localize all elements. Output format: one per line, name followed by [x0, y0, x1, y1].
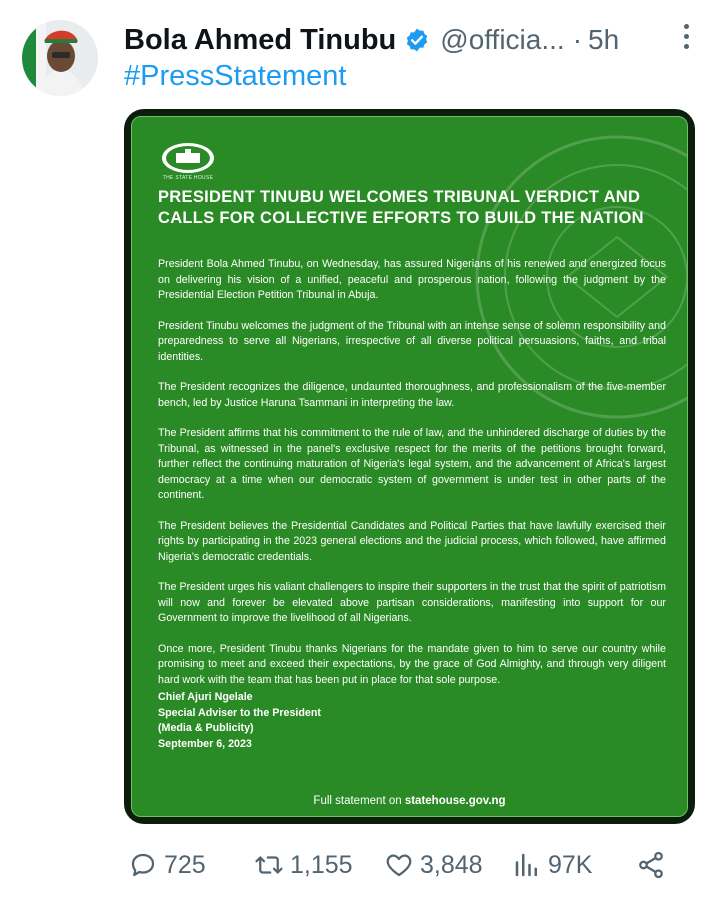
- statement-paragraph: President Bola Ahmed Tinubu, on Wednesday, has assured Nigerians of his renewed and energized focus on delivering his vision of a unified, peaceful and prosperous nation, following the judgment by the Presidential Election Petition Tribunal in Abuja.: [158, 258, 666, 301]
- separator-dot: ·: [572, 24, 583, 55]
- reply-icon: [128, 850, 158, 880]
- avatar[interactable]: [22, 20, 98, 96]
- signatory-department: (Media & Publicity): [158, 722, 254, 734]
- heart-icon: [384, 850, 414, 880]
- like-button[interactable]: [384, 850, 483, 880]
- footer-link: statehouse.gov.ng: [404, 795, 506, 807]
- author-handle[interactable]: @officia...: [440, 24, 565, 55]
- view-count: 97K: [548, 850, 593, 879]
- share-button[interactable]: [636, 850, 672, 880]
- profile-photo: [22, 20, 98, 96]
- verified-badge-icon: [404, 27, 430, 53]
- statement-paragraph: President Tinubu welcomes the judgment of the Tribunal with an intense sense of solemn responsibility and preparedness to serve all Nigerians, irrespective of all diverse political persuasions, faiths, and tribal identities.: [158, 319, 666, 363]
- like-count: 3,848: [420, 850, 483, 879]
- repost-button[interactable]: [254, 850, 353, 880]
- attached-image[interactable]: [124, 109, 695, 824]
- repost-icon: [254, 850, 284, 880]
- footer-prefix: Full statement on: [313, 795, 405, 807]
- views-button[interactable]: [512, 850, 592, 880]
- statement-body: [158, 257, 666, 703]
- state-house-logo-icon: [160, 141, 216, 175]
- author-name[interactable]: Bola Ahmed Tinubu: [124, 23, 397, 56]
- timestamp[interactable]: 5h: [588, 24, 620, 55]
- statement-footer: [132, 795, 687, 807]
- signatory-role: Special Adviser to the President: [158, 706, 321, 719]
- press-statement-document: [131, 116, 688, 817]
- statement-paragraph: Once more, President Tinubu thanks Nigerians for the mandate given to him to serve our country while promising to meet and exceed their expectations, by the grace of God Almighty, and through very diligent hard work with the team that has been put in place for that sole purpose.: [158, 642, 666, 686]
- action-bar: [124, 843, 684, 887]
- share-icon: [636, 850, 666, 880]
- logo-caption: THE STATE HOUSE: [162, 175, 214, 181]
- reply-count: 725: [164, 850, 206, 879]
- statement-title: PRESIDENT TINUBU WELCOMES TRIBUNAL VERDICT AND CALLS FOR COLLECTIVE EFFORTS TO BUILD THE NATION: [158, 188, 644, 227]
- statement-paragraph: The President believes the Presidential Candidates and Political Parties that have lawfully exercised their rights by participating in the 2023 general elections and the judicial process, which followed, have affirmed Nigeria's democratic credentials.: [158, 519, 666, 563]
- statement-paragraph: The President recognizes the diligence, undaunted thoroughness, and professionalism of the five-member bench, led by Justice Haruna Tsammani in interpreting the law.: [158, 381, 666, 409]
- repost-count: 1,155: [290, 850, 353, 879]
- statement-paragraph: The President affirms that his commitment to the rule of law, and the unhindered discharge of duties by the Tribunal, as witnessed in the panel's exclusive respect for the merits of the petitions brought forward, further reflect the continuing maturation of Nigeria's legal system, and the advancement of Africa's largest democracy at a time when our democratic system of government is under test in other parts of the continent.: [158, 427, 666, 501]
- statement-date: September 6, 2023: [158, 737, 252, 750]
- hashtag-link[interactable]: #PressStatement: [124, 60, 347, 92]
- statement-paragraph: The President urges his valiant challengers to inspire their supporters in the trust that the spirit of patriotism will now and forever be elevated above partisan considerations, manifesting into support for our Government to improve the livelihood of all Nigerians.: [158, 581, 666, 624]
- signature-block: [158, 690, 321, 752]
- reply-button[interactable]: [128, 850, 206, 880]
- signatory-name: Chief Ajuri Ngelale: [158, 691, 253, 703]
- views-chart-icon: [512, 850, 542, 880]
- more-options-icon[interactable]: [682, 24, 690, 54]
- tweet-header: [124, 18, 700, 62]
